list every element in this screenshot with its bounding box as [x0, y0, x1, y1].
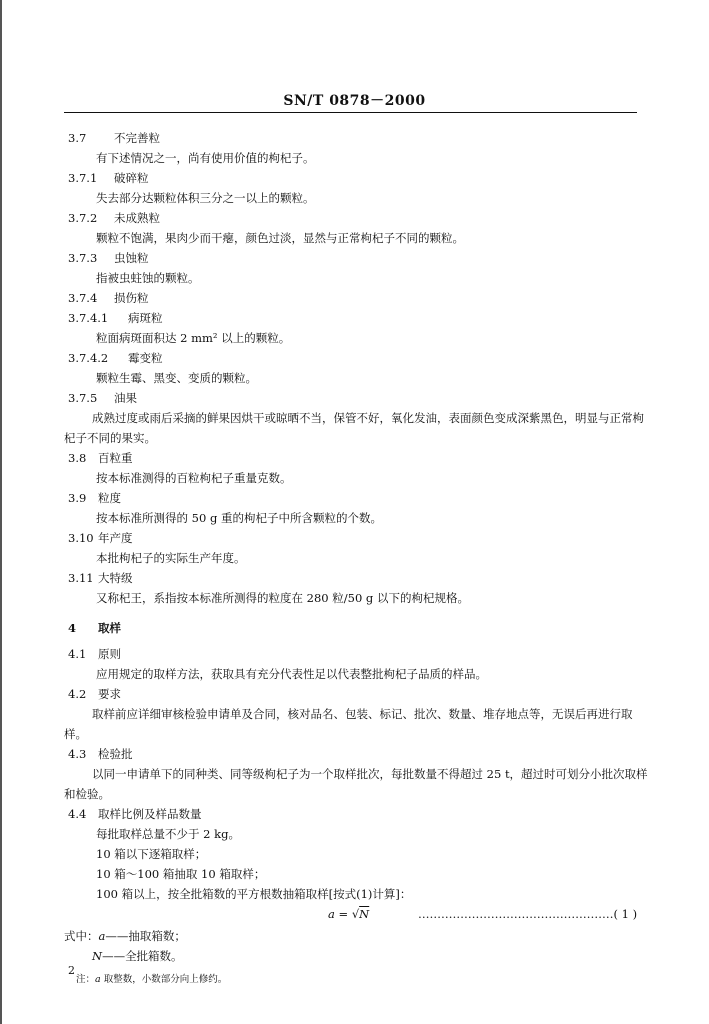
clause-4-3-heading: 4.3 检验批 [68, 747, 133, 761]
clause-3-7-1-text: 失去部分达颗粒体积三分之一以上的颗粒。 [96, 191, 315, 205]
clause-3-7-4-2-text: 颗粒生霉、黑变、变质的颗粒。 [96, 371, 257, 385]
document-body [64, 128, 648, 990]
formula-number: ( 1 ) [613, 907, 638, 921]
clause-3-7-4-1-heading: 3.7.4.1 病斑粒 [68, 311, 163, 325]
clause-3-7-5-text: 成熟过度或雨后采摘的鲜果因烘干或晾晒不当，保管不好，氧化发油，表面颜色变成深紫黑色，明显与正常枸杞子不同的果实。 [64, 411, 644, 445]
clause-3-7-2-text: 颗粒不饱满，果肉少而干瘪，颜色过淡，显然与正常枸杞子不同的颗粒。 [96, 231, 464, 245]
clause-4-2-text: 取样前应详细审核检验申请单及合同，核对品名、包装、标记、批次、数量、堆存地点等，无误后再进行取样。 [64, 707, 633, 741]
note: 注：a 取整数，小数部分向上修约。 [76, 974, 228, 985]
clause-3-10-text: 本批枸杞子的实际生产年度。 [96, 551, 246, 565]
where-a: 式中：a——抽取箱数； [64, 929, 186, 943]
clause-4-1-text: 应用规定的取样方法，获取具有充分代表性足以代表整批枸杞子品质的样品。 [96, 667, 487, 681]
sqrt-sign: √ [351, 907, 360, 921]
clause-3-7-4-1-text: 粒面病斑面积达 2 mm² 以上的颗粒。 [96, 331, 291, 345]
clause-3-7-3-text: 指被虫蛀蚀的颗粒。 [96, 271, 200, 285]
clause-3-7-text: 有下述情况之一，尚有使用价值的枸杞子。 [96, 151, 315, 165]
clause-4-4-heading: 4.4 取样比例及样品数量 [68, 807, 202, 821]
clause-3-7-4-heading: 3.7.4 损伤粒 [68, 291, 149, 305]
clause-3-9-text: 按本标准所测得的 50 g 重的枸杞子中所含颗粒的个数。 [96, 511, 382, 525]
clause-3-8-text: 按本标准测得的百粒枸杞子重量克数。 [96, 471, 292, 485]
formula-expression: a = √N [328, 907, 370, 921]
standard-code-header: SN/T 0878－2000 [283, 93, 426, 109]
clause-4-3-text: 以同一申请单下的同种类、同等级枸杞子为一个取样批次，每批数量不得超过 25 t，超过时可划分小批次取样和检验。 [64, 767, 648, 801]
section-4-heading: 4 取样 [68, 621, 121, 635]
clause-4-4-line-3: 10 箱～100 箱抽取 10 箱取样； [96, 867, 266, 881]
clause-4-2-heading: 4.2 要求 [68, 687, 121, 701]
clause-3-7-1-heading: 3.7.1 破碎粒 [68, 171, 149, 185]
clause-3-8-heading: 3.8 百粒重 [68, 451, 133, 465]
clause-3-7-4-2-heading: 3.7.4.2 霉变粒 [68, 351, 163, 365]
clause-3-9-heading: 3.9 粒度 [68, 491, 121, 505]
header-rule [64, 112, 637, 113]
clause-4-4-line-1: 每批取样总量不少于 2 kg。 [96, 827, 240, 841]
clause-3-11-heading: 3.11 大特级 [68, 571, 133, 585]
clause-3-11-text: 又称杞王，系指按本标准所测得的粒度在 280 粒/50 g 以下的枸杞规格。 [96, 591, 469, 605]
formula-1 [68, 904, 648, 926]
clause-3-7-5-heading: 3.7.5 油果 [68, 391, 137, 405]
clause-3-7-3-heading: 3.7.3 虫蚀粒 [68, 251, 149, 265]
page-number: 2 [68, 964, 75, 977]
clause-4-4-line-4: 100 箱以上，按全批箱数的平方根数抽箱取样[按式(1)计算]： [96, 887, 412, 901]
clause-3-7-heading: 3.7 不完善粒 [68, 131, 160, 145]
where-n: N——全批箱数。 [92, 949, 183, 963]
clause-3-10-heading: 3.10 年产度 [68, 531, 133, 545]
scan-edge [0, 0, 2, 1024]
clause-3-7-2-heading: 3.7.2 未成熟粒 [68, 211, 160, 225]
formula-leader-dots: ……………………………………………( 1 ) [418, 907, 638, 921]
clause-4-1-heading: 4.1 原则 [68, 647, 121, 661]
clause-4-4-line-2: 10 箱以下逐箱取样； [96, 847, 207, 861]
